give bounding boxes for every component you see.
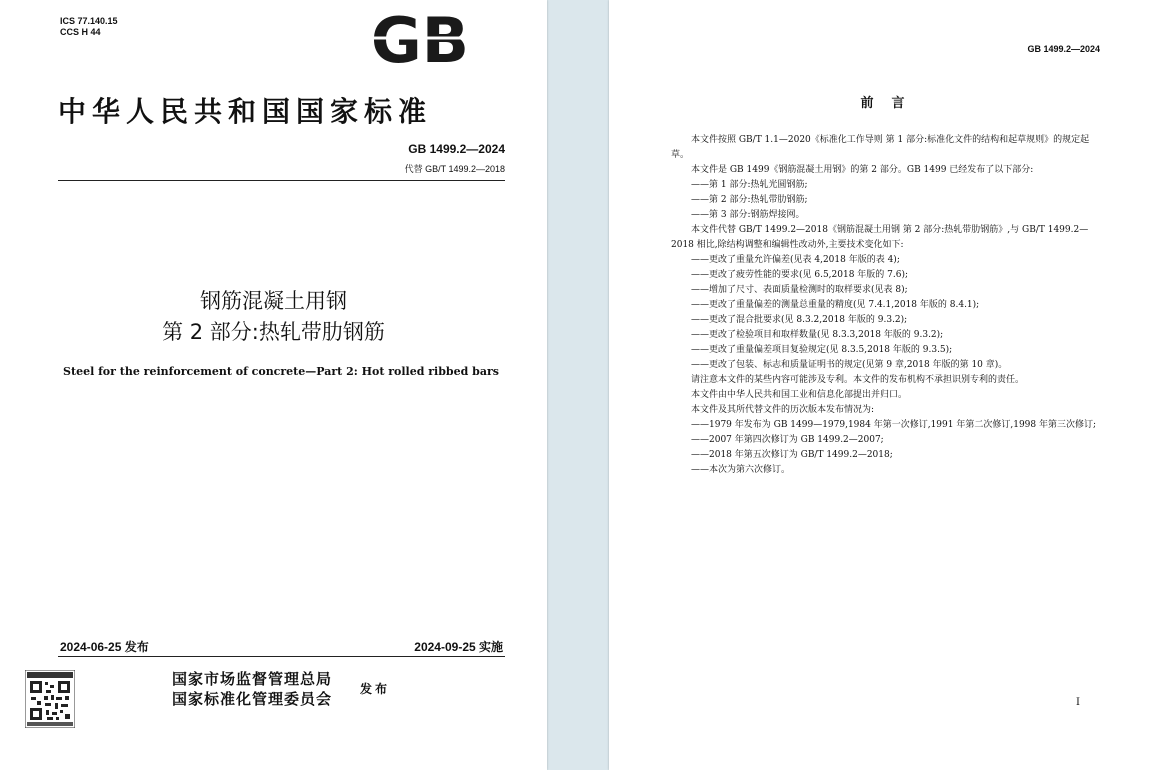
- standard-number: GB 1499.2—2024: [408, 142, 505, 156]
- gb-logo-icon: [364, 8, 476, 70]
- foreword-paragraph: 本文件代替 GB/T 1499.2—2018《钢筋混凝土用钢 第 2 部分:热轧带肋钢筋》,与 GB/T 1499.2—2018 相比,除结构调整和编辑性改动外,主要技术变化如下:: [671, 225, 1089, 250]
- foreword-paragraph: ——2018 年第五次修订为 GB/T 1499.2—2018;: [691, 450, 893, 460]
- foreword-paragraph: ——第 2 部分:热轧带肋钢筋;: [691, 195, 808, 205]
- foreword-paragraph: ——第 1 部分:热轧光圆钢筋;: [691, 180, 808, 190]
- foreword-paragraph: 本文件由中华人民共和国工业和信息化部提出并归口。: [691, 390, 908, 400]
- title-en: Steel for the reinforcement of concrete—Part 2: Hot rolled ribbed bars: [63, 365, 499, 378]
- foreword-paragraph: ——更改了检验项目和取样数量(见 8.3.3,2018 年版的 9.3.2);: [691, 330, 944, 340]
- issuer-samr: 国家市场监督管理总局: [172, 670, 333, 688]
- page-header-standard-number: GB 1499.2—2024: [1027, 44, 1100, 54]
- title-cn-line1: 钢筋混凝土用钢: [200, 289, 347, 313]
- foreword-paragraph: ——更改了疲劳性能的要求(见 6.5,2018 年版的 7.6);: [691, 270, 909, 280]
- classification-codes: [60, 16, 118, 38]
- foreword-paragraph: 本文件按照 GB/T 1.1—2020《标准化工作导则 第 1 部分:标准化文件的结构和起草规则》的规定起草。: [671, 135, 1090, 160]
- foreword-page: [609, 0, 1156, 770]
- foreword-paragraph: ——更改了重量偏差项目复验规定(见 8.3.5,2018 年版的 9.3.5);: [691, 345, 953, 355]
- foreword-paragraph: ——更改了重量偏差的测量总重量的精度(见 7.4.1,2018 年版的 8.4.1);: [691, 300, 980, 310]
- foreword-paragraph: ——第 3 部分:钢筋焊接网。: [691, 210, 805, 220]
- foreword-paragraph: ——本次为第六次修订。: [691, 465, 791, 475]
- footer-divider: [58, 656, 505, 657]
- issue-date: 2024-06-25 发布: [60, 640, 149, 654]
- foreword-paragraph: 本文件及其所代替文件的历次版本发布情况为:: [691, 405, 875, 415]
- foreword-paragraph: ——更改了重量允许偏差(见表 4,2018 年版的表 4);: [691, 255, 900, 265]
- foreword-body: [671, 133, 1101, 478]
- foreword-paragraph: ——更改了包装、标志和质量证明书的规定(见第 9 章,2018 年版的第 10 章)。: [691, 360, 1008, 370]
- national-standard-title: 中华人民共和国国家标准: [58, 95, 433, 128]
- foreword-paragraph: 请注意本文件的某些内容可能涉及专利。本文件的发布机构不承担识别专利的责任。: [691, 375, 1025, 385]
- header-divider: [58, 180, 505, 181]
- foreword-paragraph: ——2007 年第四次修订为 GB 1499.2—2007;: [691, 435, 884, 445]
- foreword-paragraph: 本文件是 GB 1499《钢筋混凝土用钢》的第 2 部分。GB 1499 已经发布了以下部分:: [691, 165, 1034, 175]
- foreword-paragraph: ——更改了混合批要求(见 8.3.2,2018 年版的 9.3.2);: [691, 315, 908, 325]
- foreword-title: 前言: [860, 96, 923, 111]
- ics-code: ICS 77.140.15: [60, 16, 118, 26]
- qr-code-icon[interactable]: [25, 670, 75, 728]
- title-cn-line2: 第 2 部分:热轧带肋钢筋: [162, 320, 385, 344]
- replaces-standard: 代替 GB/T 1499.2—2018: [404, 164, 505, 174]
- cover-page: [0, 0, 547, 770]
- gb-logo-text: GB: [370, 8, 470, 70]
- foreword-paragraph: ——1979 年发布为 GB 1499—1979,1984 年第一次修订,1991 年第二次修订,1998 年第三次修订;: [691, 420, 1097, 430]
- publish-label: 发布: [360, 682, 391, 696]
- implement-date: 2024-09-25 实施: [414, 640, 503, 654]
- foreword-paragraph: ——增加了尺寸、表面质量检测时的取样要求(见表 8);: [691, 285, 908, 295]
- page-number: I: [1076, 697, 1080, 708]
- ccs-code: CCS H 44: [60, 27, 101, 37]
- issuer-sac: 国家标准化管理委员会: [172, 690, 333, 708]
